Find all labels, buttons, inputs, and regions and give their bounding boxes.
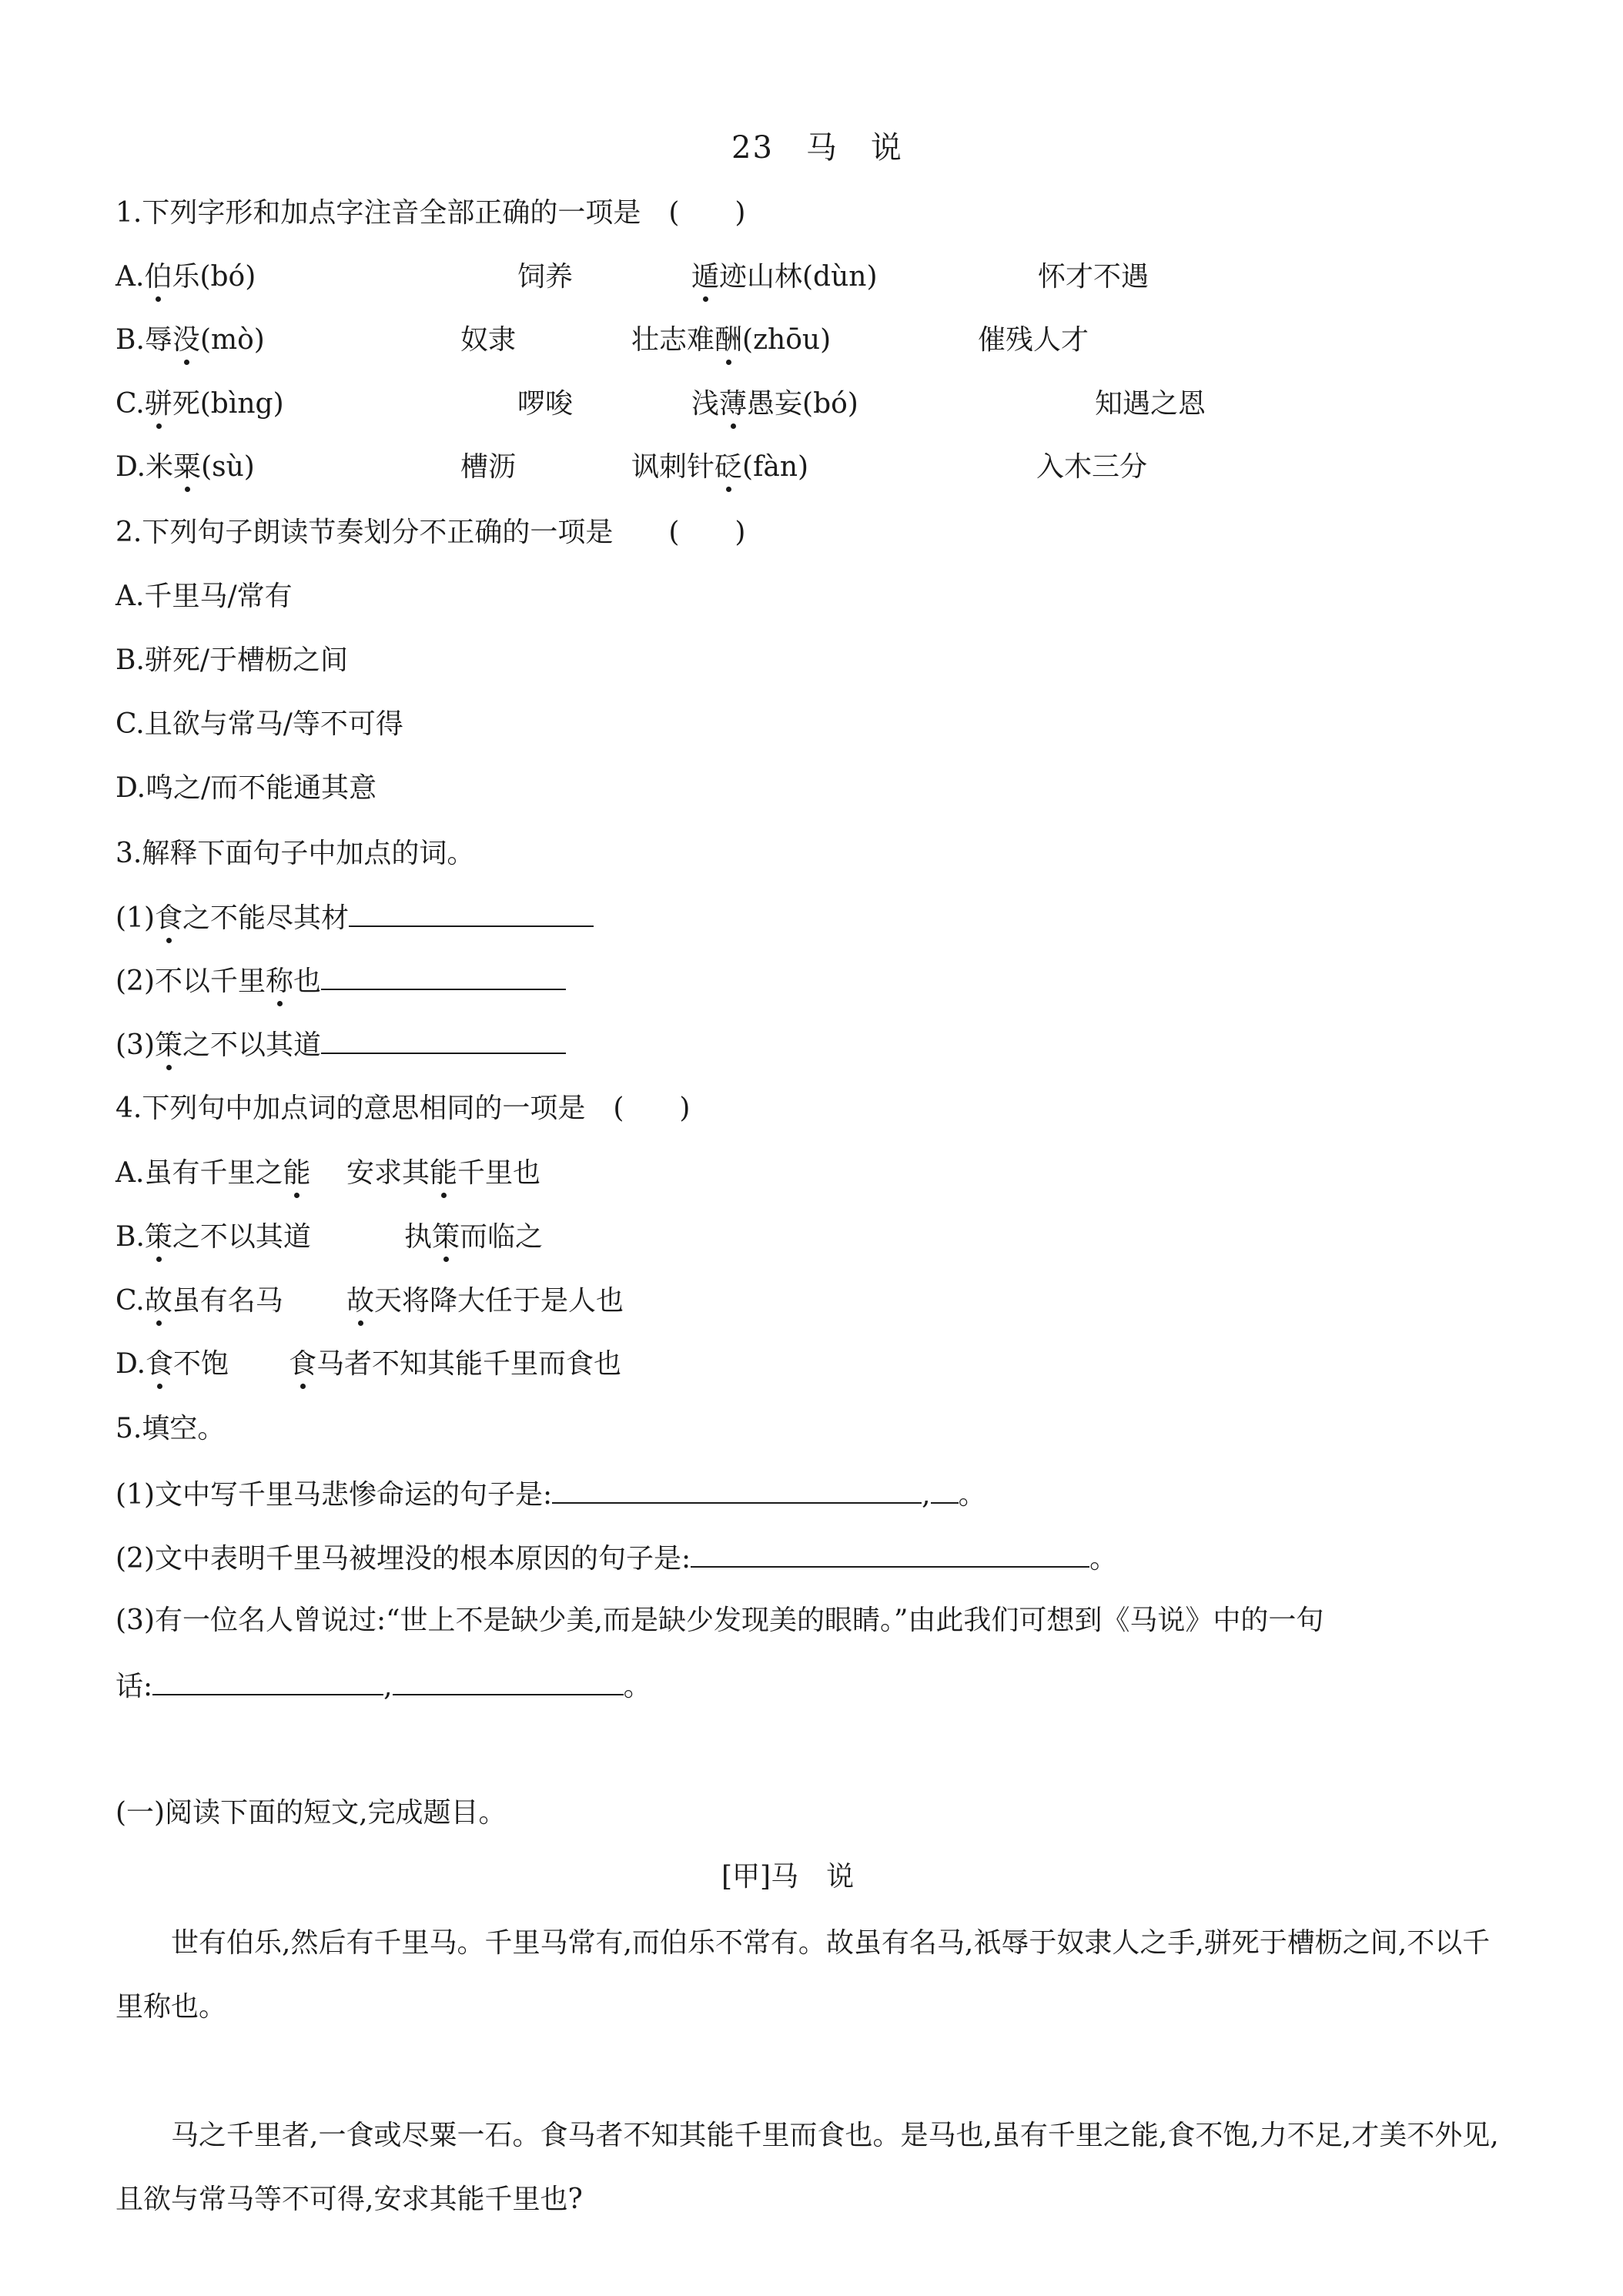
dotted-char: 故: [144, 1285, 172, 1317]
reading-paragraph-1: 世有伯乐,然后有千里马。千里马常有,而伯乐不常有。故虽有名马,祇辱于奴隶人之手,骈死于槽枥之间,不以千里称也。: [115, 1927, 1491, 2023]
item-text: (3): [115, 1029, 155, 1061]
option-text: 马者不知其能千里而食也: [316, 1348, 622, 1380]
option-text: 浅: [691, 388, 720, 420]
option-text: 虽有千里之: [144, 1157, 283, 1189]
option-text: 而临之: [460, 1221, 544, 1253]
option-text: 千里也: [457, 1157, 541, 1189]
item-text: (1)文中写千里马悲惨命运的句子是:: [115, 1479, 553, 1511]
q2-option-b: B.骈死/于槽枥之间: [115, 644, 349, 676]
dotted-char: 策: [432, 1221, 460, 1253]
answer-blank[interactable]: [691, 1540, 1089, 1568]
option-text: 不饱: [173, 1348, 229, 1380]
dotted-char: 策: [155, 1029, 183, 1061]
dotted-char: 食: [289, 1348, 317, 1380]
option-label: B.: [115, 1221, 145, 1253]
option-text: 催残人才: [978, 324, 1089, 356]
q5-item-3-line1: (3)有一位名人曾说过:“世上不是缺少美,而是缺少发现美的眼睛。”由此我们可想到《马说》中的一句: [115, 1605, 1324, 1636]
q3-item-1: [115, 899, 594, 935]
q3-item-2: [115, 962, 566, 999]
answer-blank[interactable]: [931, 1476, 959, 1504]
option-text: (sù): [201, 451, 255, 483]
dotted-char: 故: [346, 1285, 375, 1317]
option-text: 奴隶: [460, 324, 517, 356]
option-text: 壮志难: [631, 324, 715, 356]
dotted-char: 策: [144, 1221, 172, 1253]
option-label: C.: [115, 388, 145, 420]
option-label: D.: [115, 1348, 146, 1380]
item-text: ,: [383, 1671, 393, 1702]
answer-blank[interactable]: [321, 1026, 566, 1054]
q5-item-3-line2: [115, 1668, 651, 1704]
answer-blank[interactable]: [349, 899, 594, 927]
option-label: A.: [115, 261, 145, 293]
option-text: 入木三分: [1036, 451, 1148, 483]
option-text: 知遇之恩: [1095, 388, 1206, 420]
option-label: A.: [115, 1157, 145, 1189]
option-text: 迹山林(dùn): [719, 261, 878, 293]
answer-blank[interactable]: [321, 962, 566, 990]
option-text: 安求其: [346, 1157, 430, 1189]
option-text: 怀才不遇: [1038, 261, 1149, 293]
dotted-char: 遁: [691, 261, 720, 293]
q5-item-1: [115, 1476, 986, 1512]
q2-option-a: A.千里马/常有: [115, 581, 293, 612]
page-title: 23 马 说: [731, 130, 903, 166]
answer-blank[interactable]: [152, 1668, 383, 1695]
dotted-char: 薄: [719, 388, 748, 420]
option-text: 辱: [144, 324, 172, 356]
dotted-char: 骈: [144, 388, 172, 420]
dotted-char: 能: [430, 1157, 458, 1189]
dotted-char: 伯: [144, 261, 172, 293]
option-text: 执: [404, 1221, 433, 1253]
option-text: 啰唆: [517, 388, 574, 420]
item-text: (2)文中表明千里马被埋没的根本原因的句子是:: [115, 1543, 691, 1575]
item-text: (2)不以千里: [115, 966, 266, 997]
reading-paragraph-2: 马之千里者,一食或尽粟一石。食马者不知其能千里而食也。是马也,虽有千里之能,食不饱,力不足,才美不外见,且欲与常马等不可得,安求其能千里也?: [115, 2120, 1499, 2215]
item-text: ,: [922, 1479, 931, 1511]
item-text: 。: [623, 1671, 651, 1702]
option-text: 天将降大任于是人也: [374, 1285, 624, 1317]
q5-item-2: [115, 1540, 1117, 1576]
q3-item-3: [115, 1026, 566, 1063]
answer-blank[interactable]: [552, 1476, 922, 1504]
dotted-char: 称: [266, 966, 294, 997]
option-text: 槽沥: [460, 451, 517, 483]
item-text: 之不以其道: [182, 1029, 322, 1061]
q2-option-c: C.且欲与常马/等不可得: [115, 708, 403, 740]
q1-stem: 1.下列字形和加点字注音全部正确的一项是 ( ): [115, 197, 746, 229]
dotted-char: 粟: [173, 451, 202, 483]
option-text: (zhōu): [742, 324, 832, 356]
answer-blank[interactable]: [393, 1668, 624, 1695]
option-text: 饲养: [517, 261, 574, 293]
item-text: 话:: [115, 1671, 153, 1702]
option-label: D.: [115, 451, 146, 483]
option-text: (fàn): [742, 451, 809, 483]
item-text: 。: [958, 1479, 986, 1511]
item-text: (1): [115, 902, 155, 934]
option-text: (mò): [199, 324, 265, 356]
option-text: 乐(bó): [172, 261, 256, 293]
item-text: 也: [293, 966, 322, 997]
dotted-char: 食: [155, 902, 183, 934]
dotted-char: 砭: [714, 451, 743, 483]
q5-stem: 5.填空。: [115, 1413, 226, 1444]
option-text: 讽刺针: [631, 451, 715, 483]
q2-option-d: D.鸣之/而不能通其意: [115, 772, 377, 804]
option-text: 死(bìng): [172, 388, 284, 420]
option-label: B.: [115, 324, 145, 356]
item-text: 。: [1089, 1543, 1118, 1575]
q2-stem: 2.下列句子朗读节奏划分不正确的一项是 ( ): [115, 517, 746, 548]
option-label: C.: [115, 1285, 145, 1317]
reading-subtitle: [甲]马 说: [721, 1861, 855, 1893]
q4-stem: 4.下列句中加点词的意思相同的一项是 ( ): [115, 1093, 691, 1124]
q3-stem: 3.解释下面句子中加点的词。: [115, 838, 475, 869]
option-text: 愚妄(bó): [747, 388, 858, 420]
dotted-char: 食: [146, 1348, 174, 1380]
option-text: 之不以其道: [172, 1221, 311, 1253]
item-text: 之不能尽其材: [182, 902, 350, 934]
option-text: 虽有名马: [172, 1285, 283, 1317]
dotted-char: 能: [283, 1157, 311, 1189]
reading-intro: (一)阅读下面的短文,完成题目。: [115, 1797, 507, 1829]
dotted-char: 没: [172, 324, 200, 356]
dotted-char: 酬: [714, 324, 743, 356]
option-text: 米: [146, 451, 174, 483]
